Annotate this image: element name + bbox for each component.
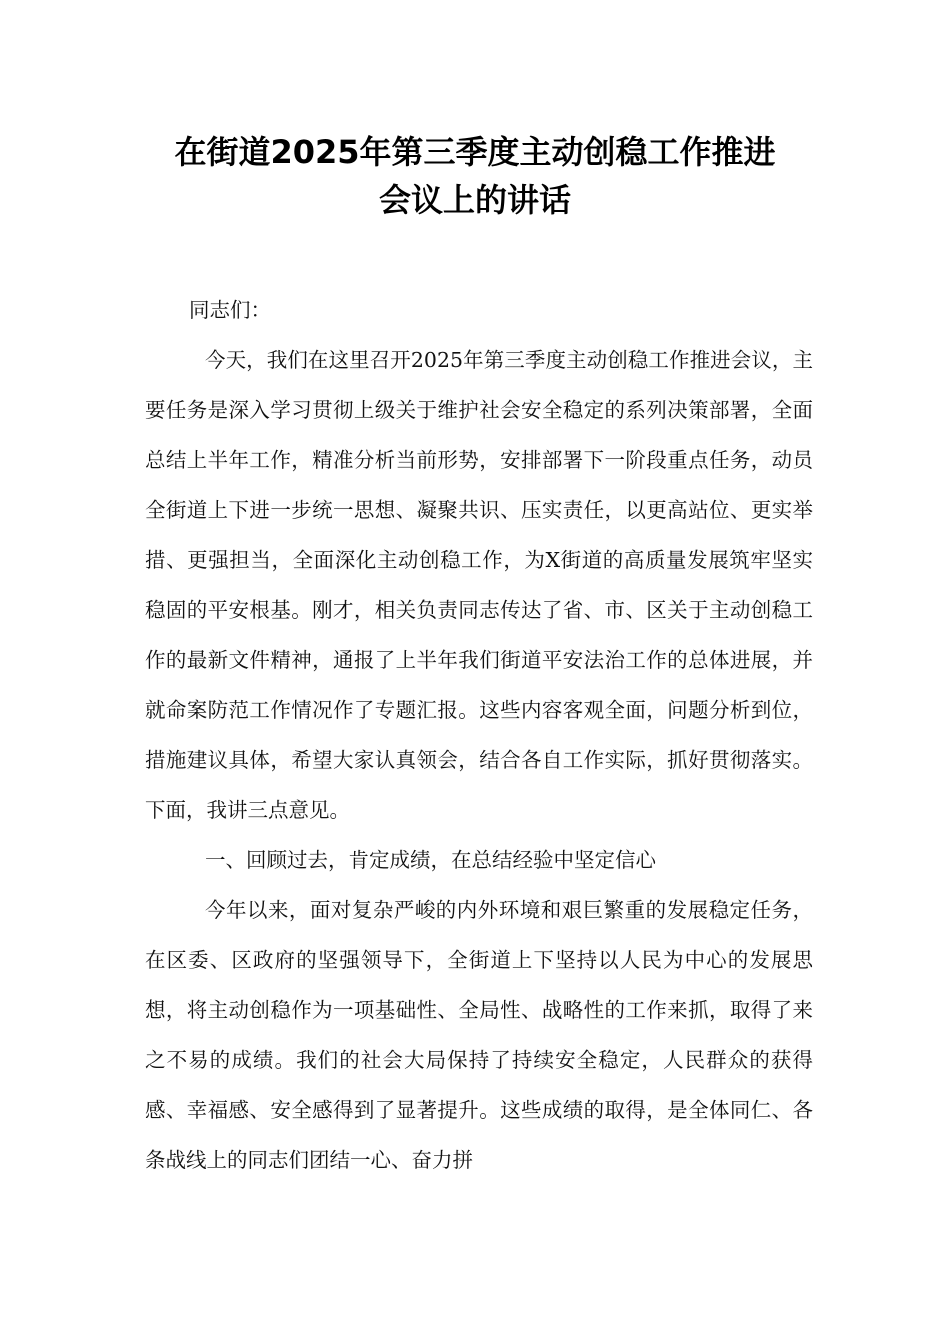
- document-body: [145, 285, 813, 1185]
- title-line-2: 会议上的讲话: [378, 181, 571, 219]
- section-heading: 一、回顾过去，肯定成绩，在总结经验中坚定信心: [205, 848, 656, 872]
- opening-paragraph: 今天，我们在这里召开2025年第三季度主动创稳工作推进会议，主要任务是深入学习贯彻上级关于维护社会安全稳定的系列决策部署，全面总结上半年工作，精准分析当前形势，安排部署下一阶段重点任务，动员全街道上下进一步统一思想、凝聚共识、压实责任，以更高站位、更实举措、更强担当，全面深化主动创稳工作，为X街道的高质量发展筑牢坚实稳固的平安根基。刚才，相关负责同志传达了省、市、区关于主动创稳工作的最新文件精神，通报了上半年我们街道平安法治工作的总体进展，并就命案防范工作情况作了专题汇报。这些内容客观全面，问题分析到位，措施建议具体，希望大家认真领会，结合各自工作实际，抓好贯彻落实。下面，我讲三点意见。: [145, 348, 813, 822]
- title-line-1: 在街道2025年第三季度主动创稳工作推进: [174, 133, 776, 171]
- salutation: 同志们：: [189, 298, 271, 322]
- section-paragraph: 今年以来，面对复杂严峻的内外环境和艰巨繁重的发展稳定任务，在区委、区政府的坚强领导下，全街道上下坚持以人民为中心的发展思想，将主动创稳作为一项基础性、全局性、战略性的工作来抓，取得了来之不易的成绩。我们的社会大局保持了持续安全稳定，人民群众的获得感、幸福感、安全感得到了显著提升。这些成绩的取得，是全体同仁、各条战线上的同志们团结一心、奋力拼: [145, 898, 813, 1172]
- document-title: [100, 128, 850, 224]
